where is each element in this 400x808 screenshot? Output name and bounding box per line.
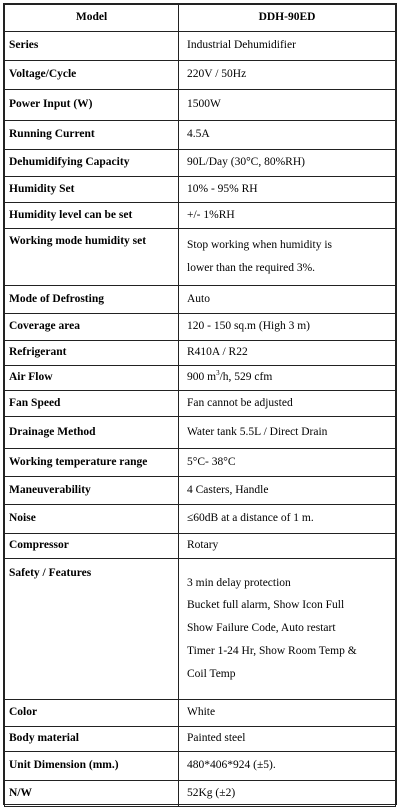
- row-value: 5°C- 38°C: [179, 449, 396, 477]
- table-row: [5, 32, 396, 61]
- row-key: N/W: [5, 781, 179, 807]
- row-value: [179, 559, 396, 700]
- row-key: Body material: [5, 727, 179, 752]
- row-key: Dehumidifying Capacity: [5, 150, 179, 177]
- row-value: [179, 366, 396, 391]
- row-value: Auto: [179, 286, 396, 314]
- air-flow-exponent: 3: [216, 369, 220, 378]
- row-key: Power Input (W): [5, 90, 179, 121]
- table-row: [5, 700, 396, 727]
- row-value: 90L/Day (30°C, 80%RH): [179, 150, 396, 177]
- header-value: DDH-90ED: [179, 5, 396, 32]
- spec-table: [4, 4, 396, 807]
- row-value: [179, 229, 396, 286]
- table-row: [5, 505, 396, 534]
- row-key: Refrigerant: [5, 341, 179, 366]
- row-value: +/- 1%RH: [179, 203, 396, 229]
- table-row: [5, 449, 396, 477]
- row-value: 4 Casters, Handle: [179, 477, 396, 505]
- row-key: Noise: [5, 505, 179, 534]
- row-value-line: Bucket full alarm, Show Icon Full: [187, 599, 345, 612]
- row-value: 10% - 95% RH: [179, 177, 396, 203]
- row-value: White: [179, 700, 396, 727]
- row-key: Running Current: [5, 121, 179, 150]
- table-row: [5, 203, 396, 229]
- row-value: Water tank 5.5L / Direct Drain: [179, 417, 396, 449]
- row-key: Maneuverability: [5, 477, 179, 505]
- table-row: [5, 391, 396, 417]
- table-row: [5, 314, 396, 341]
- table-row: [5, 121, 396, 150]
- row-key: Compressor: [5, 534, 179, 559]
- table-row: [5, 90, 396, 121]
- table-row: [5, 727, 396, 752]
- row-key: Working temperature range: [5, 449, 179, 477]
- air-flow-value: 900 m: [187, 371, 217, 384]
- table-row: [5, 286, 396, 314]
- row-value: Painted steel: [179, 727, 396, 752]
- row-key: Humidity level can be set: [5, 203, 179, 229]
- row-key: Mode of Defrosting: [5, 286, 179, 314]
- row-value: Rotary: [179, 534, 396, 559]
- row-key: Safety / Features: [5, 559, 179, 700]
- row-key: Drainage Method: [5, 417, 179, 449]
- row-key: Humidity Set: [5, 177, 179, 203]
- row-key: Coverage area: [5, 314, 179, 341]
- row-value-line: Timer 1-24 Hr, Show Room Temp &: [187, 644, 357, 657]
- row-value-line: Show Failure Code, Auto restart: [187, 622, 336, 635]
- table-row: [5, 150, 396, 177]
- row-key: Voltage/Cycle: [5, 61, 179, 90]
- row-value: Fan cannot be adjusted: [179, 391, 396, 417]
- table-row: [5, 752, 396, 781]
- table-row: [5, 559, 396, 700]
- row-value-line: 3 min delay protection: [187, 576, 291, 589]
- row-key: Air Flow: [5, 366, 179, 391]
- row-value: Industrial Dehumidifier: [179, 32, 396, 61]
- spec-sheet: [3, 3, 397, 805]
- row-value: 480*406*924 (±5).: [179, 752, 396, 781]
- row-value-line: Coil Temp: [187, 667, 236, 680]
- row-key: Working mode humidity set: [5, 229, 179, 286]
- row-value: R410A / R22: [179, 341, 396, 366]
- table-row: [5, 177, 396, 203]
- table-row: [5, 781, 396, 807]
- row-value: 120 - 150 sq.m (High 3 m): [179, 314, 396, 341]
- row-key: Series: [5, 32, 179, 61]
- table-row: [5, 534, 396, 559]
- table-row: [5, 341, 396, 366]
- row-value: 1500W: [179, 90, 396, 121]
- row-key: Color: [5, 700, 179, 727]
- row-value: 220V / 50Hz: [179, 61, 396, 90]
- row-key: Unit Dimension (mm.): [5, 752, 179, 781]
- table-row: [5, 61, 396, 90]
- table-row: [5, 477, 396, 505]
- header-key: Model: [5, 5, 179, 32]
- table-row: [5, 417, 396, 449]
- table-header-row: [5, 5, 396, 32]
- table-row: [5, 229, 396, 286]
- row-value: 52Kg (±2): [179, 781, 396, 807]
- table-row: [5, 366, 396, 391]
- row-value: ≤60dB at a distance of 1 m.: [179, 505, 396, 534]
- row-value: 4.5A: [179, 121, 396, 150]
- row-key: Fan Speed: [5, 391, 179, 417]
- row-value-line: Stop working when humidity is: [187, 238, 333, 251]
- air-flow-unit: /h, 529 cfm: [219, 371, 273, 384]
- row-value-line: lower than the required 3%.: [187, 261, 316, 274]
